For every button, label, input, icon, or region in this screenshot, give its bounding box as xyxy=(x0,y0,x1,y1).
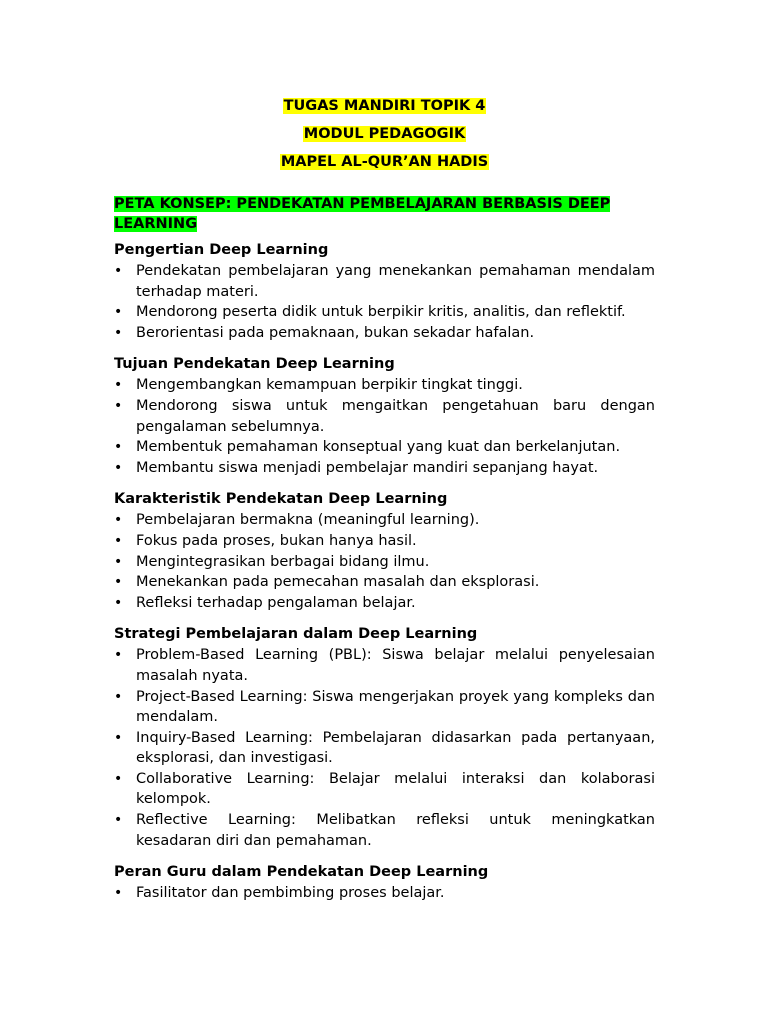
section-heading: Karakteristik Pendekatan Deep Learning xyxy=(114,491,448,508)
bullet-icon: • xyxy=(114,770,123,787)
list-item xyxy=(114,302,655,323)
sections-container xyxy=(114,240,655,904)
list-item-text: Membantu siswa menjadi pembelajar mandiri sepanjang hayat. xyxy=(136,459,599,476)
list-item xyxy=(114,437,655,458)
bullet-icon: • xyxy=(114,512,123,529)
section-heading: Strategi Pembelajaran dalam Deep Learning xyxy=(114,626,478,643)
list-item-text: Mengembangkan kemampuan berpikir tingkat tinggi. xyxy=(136,377,523,394)
list-item xyxy=(114,375,655,396)
title-line-assignment: TUGAS MANDIRI TOPIK 4 xyxy=(283,98,486,114)
list-item-text: Membentuk pemahaman konseptual yang kuat dan berkelanjutan. xyxy=(136,439,621,456)
bullet-list xyxy=(114,883,655,904)
list-item-text: Berorientasi pada pemaknaan, bukan sekadar hafalan. xyxy=(136,324,535,341)
list-item-text: Mendorong siswa untuk mengaitkan pengetahuan baru dengan pengalaman sebelumnya. xyxy=(136,397,655,435)
list-item xyxy=(114,323,655,344)
list-item-text: Refleksi terhadap pengalaman belajar. xyxy=(136,594,416,611)
bullet-icon: • xyxy=(114,439,123,456)
list-item-text: Problem-Based Learning (PBL): Siswa belajar melalui penyelesaian masalah nyata. xyxy=(136,647,655,684)
section-heading: Tujuan Pendekatan Deep Learning xyxy=(114,356,395,373)
bullet-list xyxy=(114,645,655,851)
bullet-icon: • xyxy=(114,574,123,591)
list-item xyxy=(114,458,655,479)
list-item-text: Pendekatan pembelajaran yang menekankan pemahaman mendalam terhadap materi. xyxy=(136,263,655,300)
section-heading: Pengertian Deep Learning xyxy=(114,242,329,258)
bullet-icon: • xyxy=(114,647,123,664)
bullet-icon: • xyxy=(114,397,123,414)
list-item-text: Fasilitator dan pembimbing proses belajar. xyxy=(136,885,445,902)
bullet-icon: • xyxy=(114,729,123,746)
bullet-icon: • xyxy=(114,459,123,476)
list-item-text: Pembelajaran bermakna (meaningful learning). xyxy=(136,512,480,529)
bullet-icon: • xyxy=(114,553,123,570)
section-heading: Peran Guru dalam Pendekatan Deep Learning xyxy=(114,864,489,881)
bullet-icon: • xyxy=(114,377,123,394)
section xyxy=(114,862,655,904)
list-item-text: Collaborative Learning: Belajar melalui interaksi dan kolaborasi kelompok. xyxy=(136,770,655,808)
list-item-text: Menekankan pada pemecahan masalah dan eksplorasi. xyxy=(136,574,540,591)
list-item xyxy=(114,883,655,904)
list-item xyxy=(114,552,655,573)
list-item-text: Inquiry-Based Learning: Pembelajaran didasarkan pada pertanyaan, eksplorasi, dan investigasi. xyxy=(136,729,655,767)
list-item xyxy=(114,531,655,552)
list-item xyxy=(114,728,655,769)
bullet-icon: • xyxy=(114,263,123,279)
list-item xyxy=(114,261,655,302)
title-line-module: MODUL PEDAGOGIK xyxy=(303,126,466,142)
bullet-icon: • xyxy=(114,688,123,705)
list-item-text: Reflective Learning: Melibatkan refleksi untuk meningkatkan kesadaran diri dan pemahaman. xyxy=(136,812,655,849)
list-item xyxy=(114,593,655,614)
list-item xyxy=(114,769,655,810)
bullet-icon: • xyxy=(114,304,123,321)
bullet-icon: • xyxy=(114,594,123,611)
bullet-icon: • xyxy=(114,532,123,549)
list-item-text: Fokus pada proses, bukan hanya hasil. xyxy=(136,532,417,549)
list-item xyxy=(114,510,655,531)
bullet-list xyxy=(114,510,655,613)
list-item xyxy=(114,396,655,437)
section xyxy=(114,489,655,613)
bullet-list xyxy=(114,261,655,343)
list-item xyxy=(114,572,655,593)
list-item xyxy=(114,687,655,728)
section xyxy=(114,624,655,851)
section xyxy=(114,354,655,478)
list-item xyxy=(114,645,655,686)
list-item-text: Mendorong peserta didik untuk berpikir kritis, analitis, dan reflektif. xyxy=(136,304,626,321)
document-page xyxy=(114,92,655,904)
list-item xyxy=(114,810,655,851)
bullet-icon: • xyxy=(114,324,123,341)
title-line-subject: MAPEL AL-QUR’AN HADIS xyxy=(280,154,489,170)
list-item-text: Project-Based Learning: Siswa mengerjakan proyek yang kompleks dan mendalam. xyxy=(136,688,655,726)
concept-map-title: PETA KONSEP: PENDEKATAN PEMBELAJARAN BERBASIS DEEP LEARNING xyxy=(114,196,611,232)
bullet-icon: • xyxy=(114,885,123,902)
document-title-block xyxy=(114,92,655,176)
list-item-text: Mengintegrasikan berbagai bidang ilmu. xyxy=(136,553,430,570)
bullet-icon: • xyxy=(114,812,123,829)
bullet-list xyxy=(114,375,655,478)
section xyxy=(114,240,655,343)
